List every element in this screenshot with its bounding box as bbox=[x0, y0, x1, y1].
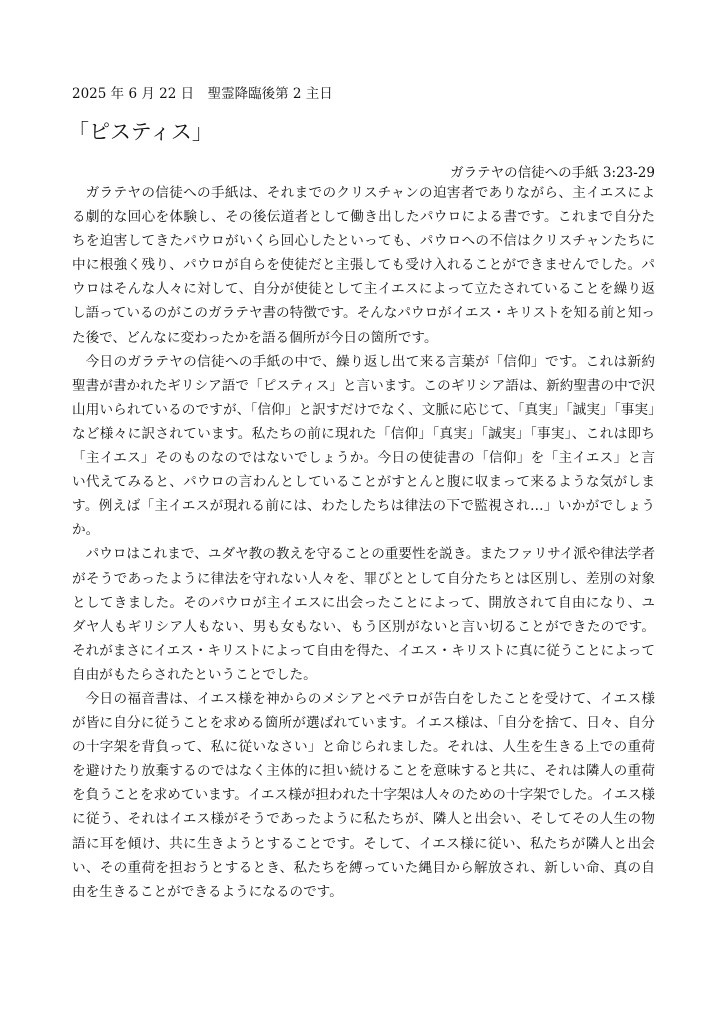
paragraph-3: パウロはこれまで、ユダヤ教の教えを守ることの重要性を説き。またファリサイ派や律法学者がそうであったように律法を守れない人々を、罪びととして自分たちとは区別し、差別の対象としてきました。そのパウロが主イエスに出会ったことによって、開放されて自由になり、ユダヤ人もギリシア人もない、男も女もない、もう区別がないと言い切ることができたのです。それがまさにイエス・キリストによって自由を得た、イエス・キリストに真に従うことによって自由がもたらされたということでした。 bbox=[72, 546, 655, 683]
paragraph-2: 今日のガラテヤの信徒への手紙の中で、繰り返し出て来る言葉が「信仰」です。これは新約聖書が書かれたギリシア語で「ピスティス」と言います。このギリシア語は、新約聖書の中で沢山用いられているのですが、「信仰」と訳すだけでなく、文脈に応じて、「真実」「誠実」「事実」など様々に訳されています。私たちの前に現れた「信仰」「真実」「誠実」「事実」、これは即ち「主イエス」そのものなのではないでしょうか。今日の使徒書の「信仰」を「主イエス」と言い代えてみると、パウロの言わんとしていることがすとんと腹に収まって来るような気がします。例えば「主イエスが現れる前には、わたしたちは律法の下で監視され…」いかがでしょうか。 bbox=[72, 353, 655, 539]
sermon-body bbox=[72, 181, 655, 904]
scripture-reference: ガラテヤの信徒への手紙 3:23-29 bbox=[450, 165, 655, 181]
date-line: 2025 年 6 月 22 日 聖霊降臨後第 2 主日 bbox=[72, 86, 333, 102]
paragraph-4: 今日の福音書は、イエス様を神からのメシアとペテロが告白をしたことを受けて、イエス様が皆に自分に従うことを求める箇所が選ばれています。イエス様は、「自分を捨て、日々、自分の十字架を背負って、私に従いなさい」と命じられました。それは、人生を生きる上での重荷を避けたり放棄するのではなく主体的に担い続けることを意味すると共に、それは隣人の重荷を負うことを求めています。イエス様が担われた十字架は人々のための十字架でした。イエス様に従う、それはイエス様がそうであったように私たちが、隣人と出会い、そしてその人生の物語に耳を傾け、共に生きようとすることです。そして、イエス様に従い、私たちが隣人と出会い、その重荷を担おうとするとき、私たちを縛っていた縄目から解放され、新しい命、真の自由を生きることができるようになるのです。 bbox=[72, 690, 655, 900]
sermon-title: 「ピスティス」 bbox=[68, 120, 213, 144]
paragraph-1: ガラテヤの信徒への手紙は、それまでのクリスチャンの迫害者でありながら、主イエスによる劇的な回心を体験し、その後伝道者として働き出したパウロによる書です。これまで自分たちを迫害してきたパウロがいくら回心したといっても、パウロへの不信はクリスチャンたちに中に根強く残り、パウロが自らを使徒だと主張しても受け入れることができませんでした。パウロはそんな人々に対して、自分が使徒として主イエスによって立たされていることを繰り返し語っているのがこのガラテヤ書の特徴です。そんなパウロがイエス・キリストを知る前と知った後で、どんなに変わったかを語る個所が今日の箇所です。 bbox=[72, 185, 655, 346]
